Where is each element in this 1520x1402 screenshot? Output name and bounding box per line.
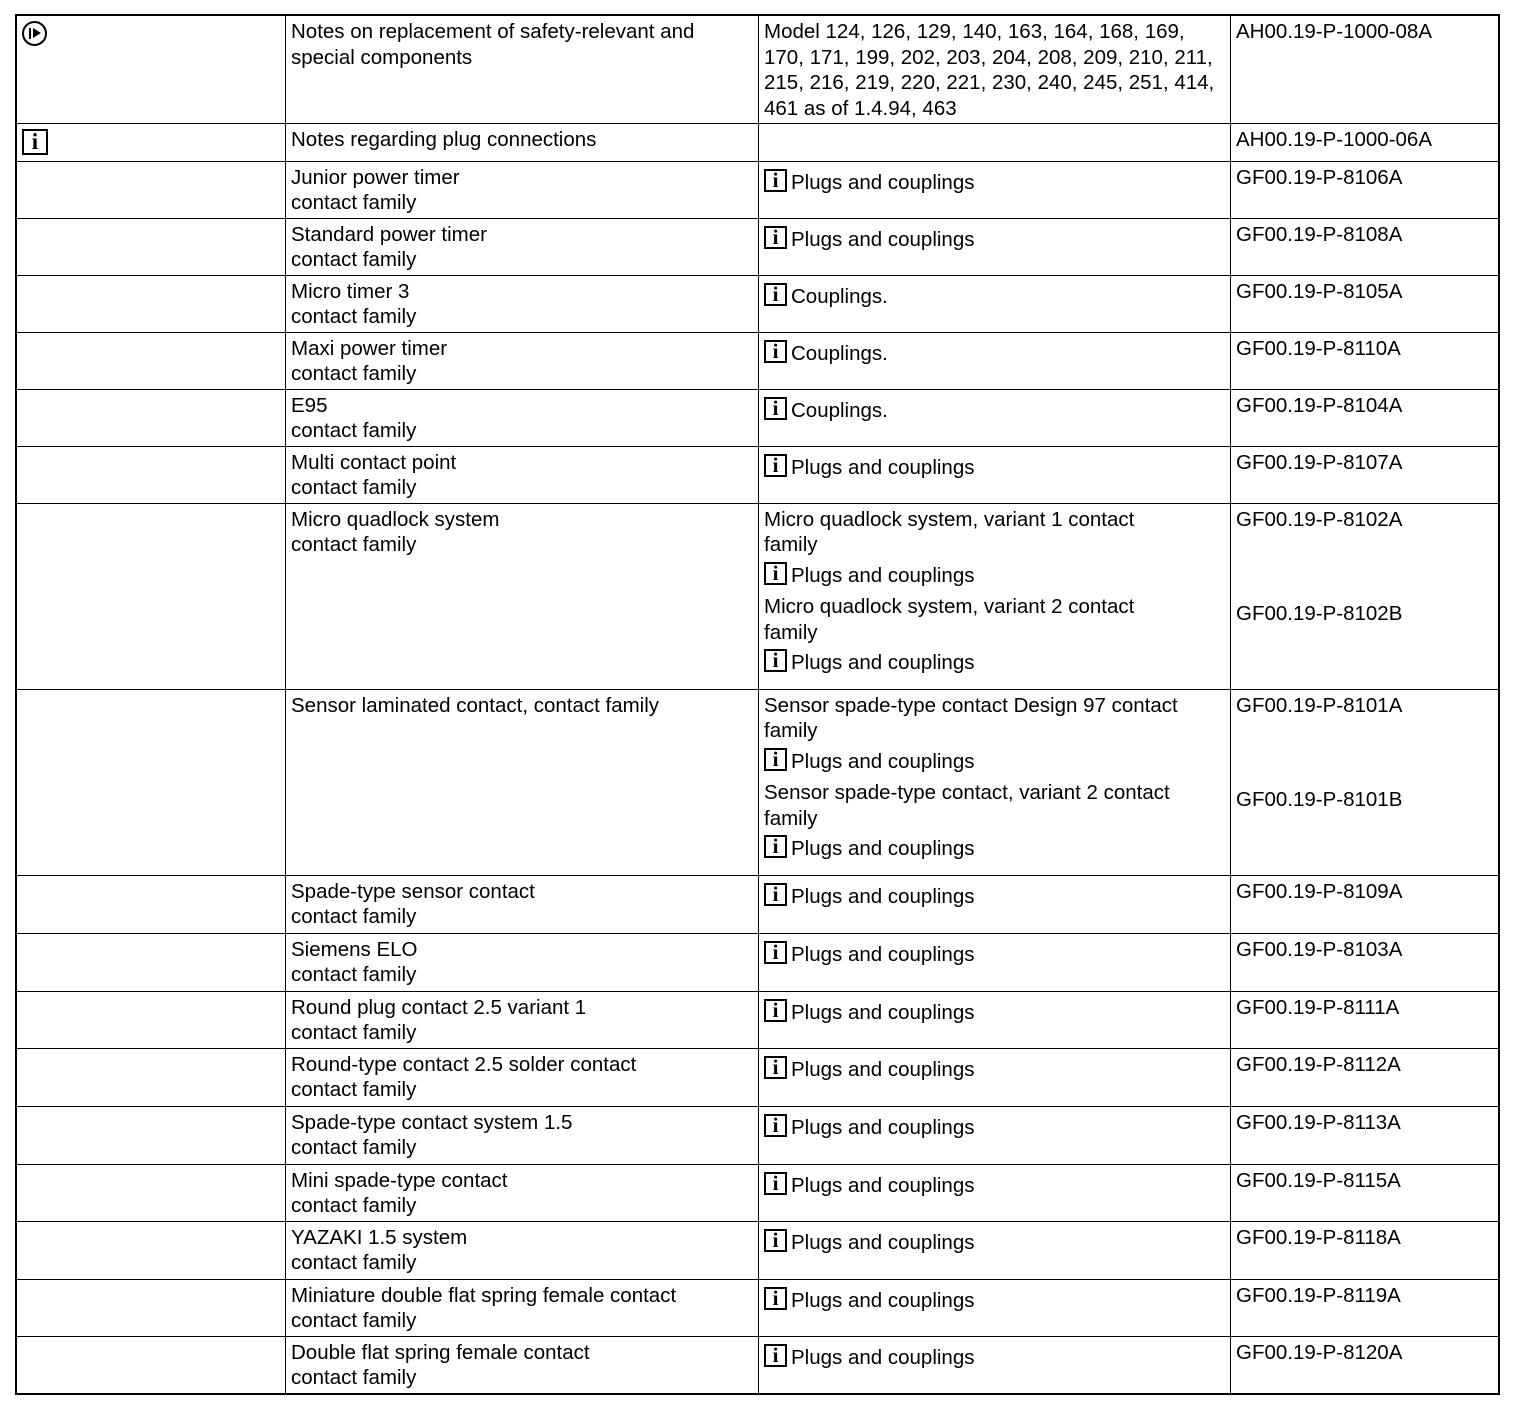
code-cell: [1231, 161, 1500, 218]
title-cell: [286, 389, 759, 446]
row-subtitle: contact family: [291, 533, 417, 556]
document-code-link[interactable]: GF00.19-P-8106A: [1236, 165, 1403, 189]
row-title: Spade-type sensor contact: [291, 879, 535, 903]
reference-link[interactable]: [764, 883, 1225, 910]
reference-cell: [759, 875, 1231, 933]
row-title: E95: [291, 393, 328, 417]
info-icon: [764, 1287, 787, 1310]
row-subtitle: contact family: [291, 1366, 417, 1389]
title-cell: [286, 332, 759, 389]
reference-label: Plugs and couplings: [791, 1173, 975, 1197]
table-row: [16, 1048, 1499, 1106]
empty-cell: [16, 1164, 286, 1221]
applies-to-cell: [759, 124, 1231, 162]
document-code-link[interactable]: GF00.19-P-8118A: [1236, 1225, 1401, 1249]
empty-cell: [16, 875, 286, 933]
reference-link[interactable]: [764, 1056, 1225, 1083]
reference-cell: [759, 218, 1231, 275]
table-row: [16, 332, 1499, 389]
reference-cell: [759, 1164, 1231, 1221]
title-cell: [286, 15, 759, 124]
empty-cell: [16, 1279, 286, 1336]
document-code-link[interactable]: GF00.19-P-8109A: [1236, 879, 1403, 903]
document-code-link[interactable]: AH00.19-P-1000-08A: [1236, 20, 1433, 43]
empty-cell: [16, 689, 286, 875]
code-cell: [1231, 933, 1500, 991]
variant-name: Sensor spade-type contact Design 97 contact: [764, 693, 1178, 717]
reference-link[interactable]: [764, 340, 1225, 367]
code-cell: [1231, 332, 1500, 389]
reference-link[interactable]: [764, 1287, 1225, 1314]
title-cell: [286, 991, 759, 1048]
reference-link[interactable]: [764, 941, 1225, 968]
info-icon: [764, 283, 787, 306]
document-code-link[interactable]: GF00.19-P-8102B: [1236, 602, 1403, 625]
reference-link[interactable]: [764, 454, 1225, 481]
code-cell: [1231, 275, 1500, 332]
reference-link[interactable]: [764, 649, 1225, 676]
variant-name: family: [764, 806, 818, 830]
code-cell: [1231, 1164, 1500, 1221]
row-title: Siemens ELO: [291, 937, 418, 961]
info-icon: [764, 1114, 787, 1137]
variant-name: family: [764, 620, 818, 644]
row-title: Micro timer 3: [291, 279, 410, 303]
reference-link[interactable]: [764, 562, 1225, 589]
row-title: Junior power timer: [291, 165, 460, 189]
row-subtitle: contact family: [291, 1078, 417, 1101]
document-code-link[interactable]: GF00.19-P-8115A: [1236, 1168, 1401, 1192]
row-title: Round-type contact 2.5 solder contact: [291, 1052, 637, 1076]
document-code-link[interactable]: GF00.19-P-8120A: [1236, 1340, 1403, 1364]
info-icon: [764, 941, 787, 964]
table-row: [16, 1164, 1499, 1221]
variants-cell: [759, 503, 1231, 689]
info-icon: [764, 999, 787, 1022]
table-row: [16, 1221, 1499, 1279]
reference-cell: [759, 1048, 1231, 1106]
row-title: Maxi power timer: [291, 336, 448, 360]
reference-label: Plugs and couplings: [791, 837, 975, 860]
title-cell: [286, 875, 759, 933]
title-cell: [286, 1336, 759, 1394]
reference-label: Plugs and couplings: [791, 455, 975, 479]
reference-cell: [759, 1106, 1231, 1164]
variant-name: Micro quadlock system, variant 1 contact: [764, 507, 1135, 531]
info-icon: [764, 1229, 787, 1252]
table-row: [16, 1279, 1499, 1336]
row-subtitle: contact family: [291, 248, 417, 271]
title-cell: [286, 124, 759, 162]
reference-label: Plugs and couplings: [791, 1115, 975, 1139]
title-cell: [286, 689, 759, 875]
empty-cell: [16, 933, 286, 991]
code-cell: [1231, 1048, 1500, 1106]
table-row: [16, 161, 1499, 218]
variant-name: Sensor spade-type contact, variant 2 contact: [764, 781, 1170, 804]
code-cell: [1231, 218, 1500, 275]
row-subtitle: contact family: [291, 1309, 417, 1332]
document-code-link[interactable]: GF00.19-P-8113A: [1236, 1110, 1401, 1134]
code-cell: [1231, 991, 1500, 1048]
reference-label: Plugs and couplings: [791, 1345, 975, 1369]
table-row: [16, 1336, 1499, 1394]
reference-cell: [759, 446, 1231, 503]
table-row: [16, 218, 1499, 275]
info-icon: [764, 1172, 787, 1195]
row-title: Mini spade-type contact: [291, 1168, 508, 1192]
row-subtitle: contact family: [291, 963, 417, 986]
info-icon: [764, 397, 787, 420]
title-cell: [286, 1221, 759, 1279]
reference-link[interactable]: [764, 1344, 1225, 1371]
empty-cell: [16, 1221, 286, 1279]
title-cell: [286, 218, 759, 275]
reference-link[interactable]: [764, 397, 1225, 424]
reference-link[interactable]: [764, 1172, 1225, 1199]
row-subtitle: contact family: [291, 419, 417, 442]
row-subtitle: contact family: [291, 1194, 417, 1217]
empty-cell: [16, 446, 286, 503]
reference-label: Plugs and couplings: [791, 942, 975, 966]
info-icon: [764, 340, 787, 363]
title-cell: [286, 1106, 759, 1164]
reference-cell: [759, 1221, 1231, 1279]
reference-label: Plugs and couplings: [791, 227, 975, 251]
icon-cell: [16, 124, 286, 162]
document-code-link[interactable]: GF00.19-P-8111A: [1236, 995, 1400, 1019]
reference-cell: [759, 389, 1231, 446]
empty-cell: [16, 1048, 286, 1106]
table-row: [16, 1106, 1499, 1164]
row-title: Sensor laminated contact, contact family: [291, 693, 660, 717]
reference-link[interactable]: [764, 835, 1225, 862]
row-subtitle: contact family: [291, 191, 417, 214]
table-row: [16, 933, 1499, 991]
title-cell: [286, 275, 759, 332]
title-cell: [286, 1164, 759, 1221]
info-icon: [764, 748, 787, 771]
empty-cell: [16, 503, 286, 689]
code-cell: [1231, 503, 1500, 689]
document-code-link[interactable]: GF00.19-P-8104A: [1236, 393, 1403, 417]
info-icon: [764, 835, 787, 858]
table-row: [16, 991, 1499, 1048]
document-code-link[interactable]: GF00.19-P-8102A: [1236, 507, 1403, 531]
reference-link[interactable]: [764, 748, 1225, 775]
row-title: Spade-type contact system 1.5: [291, 1110, 573, 1134]
code-cell: [1231, 1221, 1500, 1279]
table-row: [16, 689, 1499, 875]
table-row: [16, 446, 1499, 503]
empty-cell: [16, 1106, 286, 1164]
variant-name: family: [764, 533, 818, 556]
reference-cell: [759, 275, 1231, 332]
info-icon: [764, 1344, 787, 1367]
title-cell: [286, 1048, 759, 1106]
code-cell: [1231, 689, 1500, 875]
wiring-reference-table: [15, 14, 1500, 1395]
info-icon: [764, 883, 787, 906]
code-cell: [1231, 875, 1500, 933]
reference-cell: [759, 991, 1231, 1048]
table-row: [16, 124, 1499, 162]
row-title: Multi contact point: [291, 450, 457, 474]
empty-cell: [16, 275, 286, 332]
reference-cell: [759, 161, 1231, 218]
empty-cell: [16, 991, 286, 1048]
row-subtitle: contact family: [291, 476, 417, 499]
code-cell: [1231, 124, 1500, 162]
reference-cell: [759, 1279, 1231, 1336]
row-title: Miniature double flat spring female contact: [291, 1283, 677, 1307]
table-row: [16, 875, 1499, 933]
row-title: Double flat spring female contact: [291, 1340, 590, 1364]
code-cell: [1231, 1336, 1500, 1394]
document-code-link[interactable]: GF00.19-P-8107A: [1236, 450, 1403, 474]
reference-link[interactable]: [764, 169, 1225, 196]
row-subtitle: contact family: [291, 1136, 417, 1159]
row-subtitle: contact family: [291, 1251, 417, 1274]
row-title: special components: [291, 45, 473, 69]
row-title: Notes regarding plug connections: [291, 128, 597, 151]
info-icon: [22, 129, 48, 155]
reference-link[interactable]: [764, 999, 1225, 1026]
reference-label: Plugs and couplings: [791, 170, 975, 194]
reference-link[interactable]: [764, 1229, 1225, 1256]
info-icon: [764, 169, 787, 192]
document-code-link[interactable]: GF00.19-P-8103A: [1236, 937, 1403, 961]
table-row: [16, 389, 1499, 446]
document-code-link[interactable]: GF00.19-P-8112A: [1236, 1052, 1401, 1076]
document-code-link[interactable]: GF00.19-P-8101B: [1236, 788, 1403, 811]
row-title: Micro quadlock system: [291, 507, 500, 531]
empty-cell: [16, 389, 286, 446]
variant-name: family: [764, 719, 818, 742]
title-cell: [286, 1279, 759, 1336]
reference-label: Plugs and couplings: [791, 1000, 975, 1024]
empty-cell: [16, 218, 286, 275]
title-cell: [286, 503, 759, 689]
info-icon: [764, 562, 787, 585]
icon-cell: [16, 15, 286, 124]
row-title: YAZAKI 1.5 system: [291, 1225, 468, 1249]
title-cell: [286, 933, 759, 991]
code-cell: [1231, 389, 1500, 446]
reference-label: Couplings.: [791, 398, 888, 422]
row-title: Round plug contact 2.5 variant 1: [291, 995, 587, 1019]
reference-cell: [759, 933, 1231, 991]
title-cell: [286, 446, 759, 503]
reference-link[interactable]: [764, 226, 1225, 253]
document-code-link[interactable]: GF00.19-P-8110A: [1236, 336, 1401, 360]
reference-cell: [759, 332, 1231, 389]
document-page: [15, 14, 1499, 1395]
reference-link[interactable]: [764, 283, 1225, 310]
reference-label: Plugs and couplings: [791, 1288, 975, 1312]
variants-cell: [759, 689, 1231, 875]
row-title: Standard power timer: [291, 222, 487, 246]
reference-label: Plugs and couplings: [791, 1230, 975, 1254]
code-cell: [1231, 1106, 1500, 1164]
reference-label: Couplings.: [791, 341, 888, 365]
row-subtitle: contact family: [291, 905, 417, 928]
reference-cell: [759, 1336, 1231, 1394]
variant-name: Micro quadlock system, variant 2 contact: [764, 595, 1135, 618]
table-row: [16, 275, 1499, 332]
document-code-link[interactable]: GF00.19-P-8108A: [1236, 222, 1403, 246]
safety-note-icon: [22, 21, 47, 46]
reference-label: Plugs and couplings: [791, 1057, 975, 1081]
reference-label: Couplings.: [791, 284, 888, 308]
info-icon: [764, 649, 787, 672]
reference-label: Plugs and couplings: [791, 749, 975, 773]
code-cell: [1231, 15, 1500, 124]
document-code-link[interactable]: GF00.19-P-8101A: [1236, 693, 1403, 717]
empty-cell: [16, 1336, 286, 1394]
info-icon: [764, 226, 787, 249]
document-code-link[interactable]: AH00.19-P-1000-06A: [1236, 128, 1433, 151]
table-row: [16, 15, 1499, 124]
empty-cell: [16, 161, 286, 218]
row-subtitle: contact family: [291, 362, 417, 385]
row-subtitle: contact family: [291, 1021, 417, 1044]
model-list: Model 124, 126, 129, 140, 163, 164, 168, 169, 170, 171, 199, 202, 203, 204, 208, 209, 210, 211, 215, 216, 219, 220, 221, 230, 240, 245, 251, 414, 461 as of 1.4.94, 463: [764, 20, 1215, 120]
title-cell: [286, 161, 759, 218]
table-row: [16, 503, 1499, 689]
info-icon: [764, 454, 787, 477]
reference-label: Plugs and couplings: [791, 563, 975, 587]
code-cell: [1231, 1279, 1500, 1336]
reference-label: Plugs and couplings: [791, 884, 975, 908]
row-title: Notes on replacement of safety-relevant and: [291, 20, 695, 43]
row-subtitle: contact family: [291, 305, 417, 328]
reference-label: Plugs and couplings: [791, 651, 975, 674]
empty-cell: [16, 332, 286, 389]
document-code-link[interactable]: GF00.19-P-8119A: [1236, 1283, 1401, 1307]
info-icon: [764, 1056, 787, 1079]
code-cell: [1231, 446, 1500, 503]
document-code-link[interactable]: GF00.19-P-8105A: [1236, 279, 1403, 303]
applies-to-cell: [759, 15, 1231, 124]
reference-link[interactable]: [764, 1114, 1225, 1141]
